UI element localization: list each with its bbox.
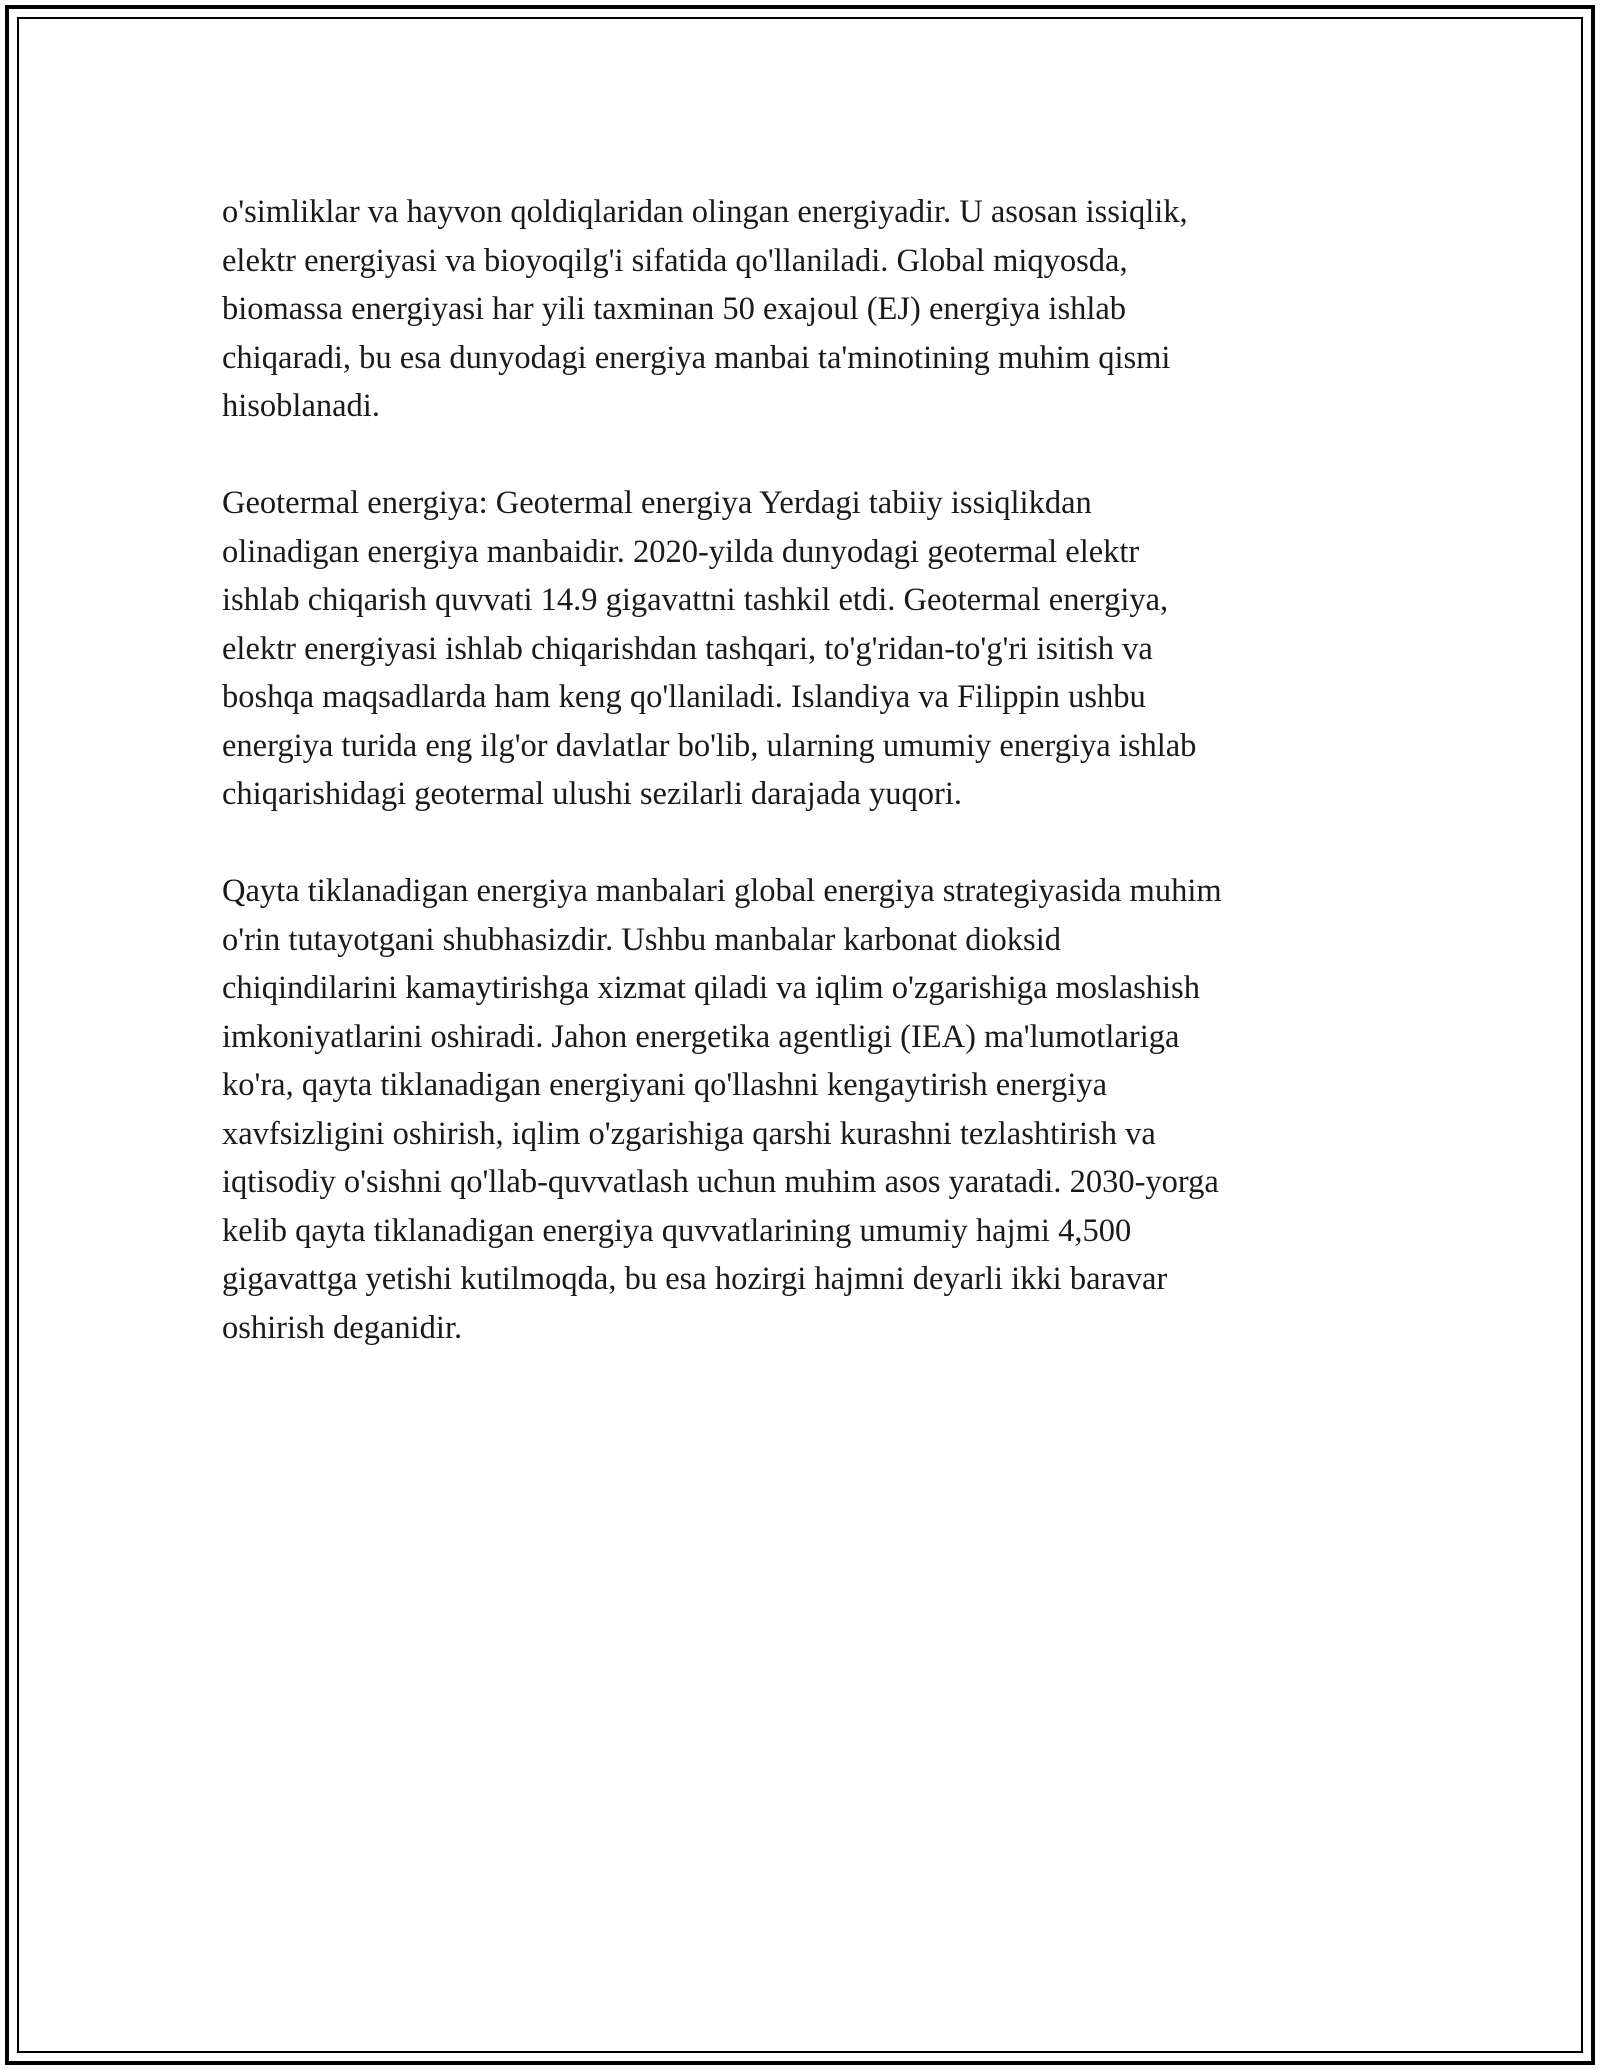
paragraph-renewables: Qayta tiklanadigan energiya manbalari global energiya strategiyasida muhim o'rin tutayotgani shubhasizdir. Ushbu manbalar karbonat dioksid chiqindilarini kamaytirishga xizmat qiladi va iqlim o'zgarishiga moslashish imkoniyatlarini oshiradi. Jahon energetika agentligi (IEA) ma'lumotlariga ko'ra, qayta tiklanadigan energiyani qo'llashni kengaytirish energiya xavfsizligini oshirish, iqlim o'zgarishiga qarshi kurashni tezlashtirish va iqtisodiy o'sishni qo'llab-quvvatlash uchun muhim asos yaratadi. 2030-yorga kelib qayta tiklanadigan energiya quvvatlarining umumiy hajmi 4,500 gigavattga yetishi kutilmoqda, bu esa hozirgi hajmni deyarli ikki baravar oshirish deganidir. <box>222 873 1222 1346</box>
paragraph-geothermal: Geotermal energiya: Geotermal energiya Yerdagi tabiiy issiqlikdan olinadigan energiya manbaidir. 2020-yilda dunyodagi geotermal elektr ishlab chiqarish quvvati 14.9 gigavattni tashkil etdi. Geotermal energiya, elektr energiyasi ishlab chiqarishdan tashqari, to'g'ridan-to'g'ri isitish va boshqa maqsadlarda ham keng qo'llaniladi. Islandiya va Filippin ushbu energiya turida eng ilg'or davlatlar bo'lib, ularning umumiy energiya ishlab chiqarishidagi geotermal ulushi sezilarli darajada yuqori. <box>222 485 1197 812</box>
paragraph-biomass: o'simliklar va hayvon qoldiqlaridan olingan energiyadir. U asosan issiqlik, elektr energiyasi va bioyoqilg'i sifatida qo'llaniladi. Global miqyosda, biomassa energiyasi har yili taxminan 50 exajoul (EJ) energiya ishlab chiqaradi, bu esa dunyodagi energiya manbai ta'minotining muhim qismi hisoblanadi. <box>222 194 1188 424</box>
document-body <box>222 188 1372 1352</box>
